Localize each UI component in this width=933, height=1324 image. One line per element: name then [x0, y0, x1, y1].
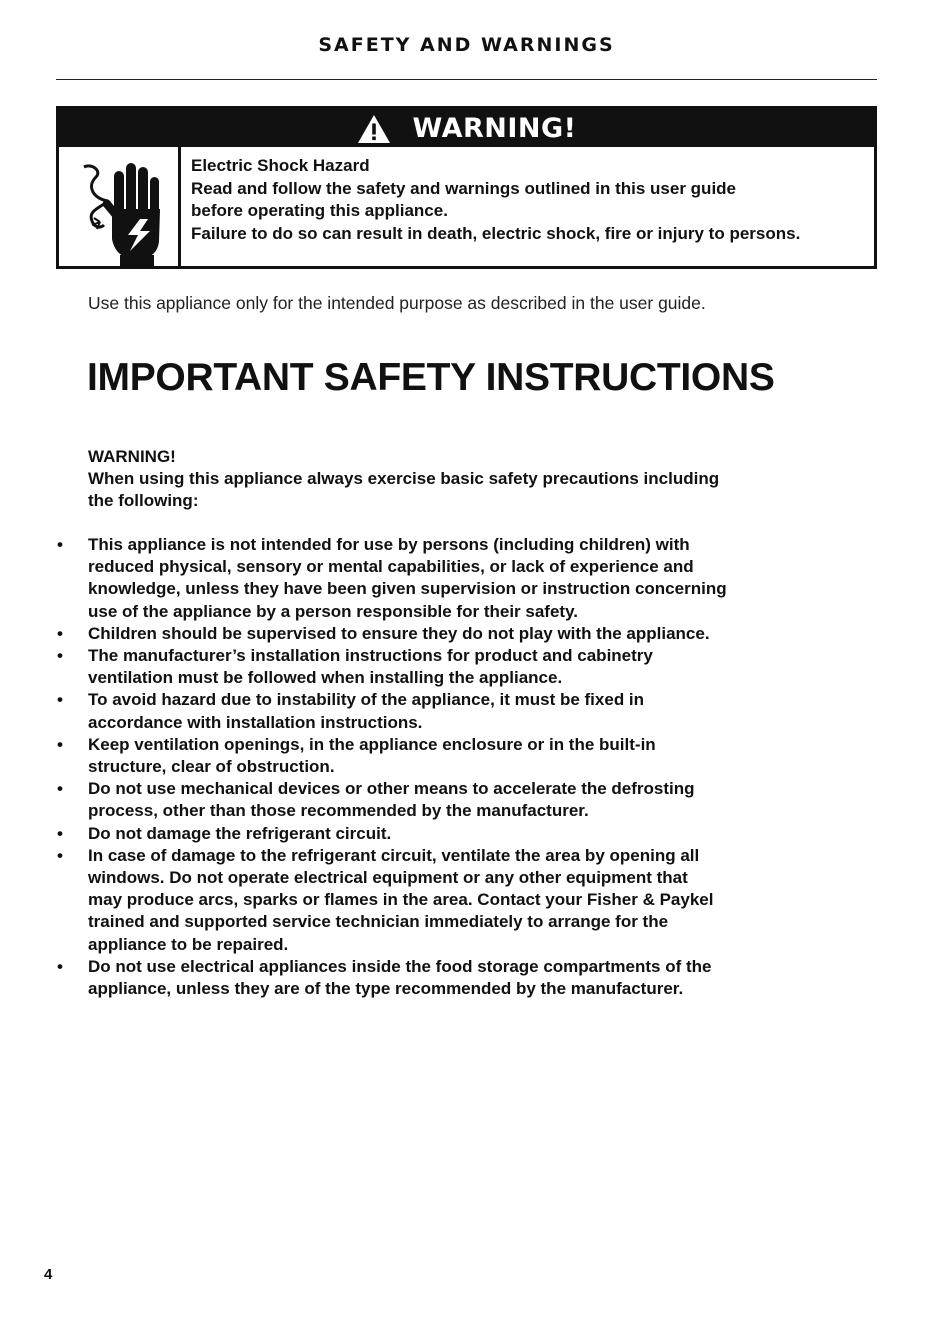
list-item [0, 534, 933, 623]
list-item-line: windows. Do not operate electrical equipment or any other equipment that [88, 868, 688, 888]
pictogram-cell [59, 147, 181, 269]
warning-line: Electric Shock Hazard [191, 156, 370, 175]
bullet-icon: • [57, 646, 63, 666]
warning-label: WARNING! [88, 447, 176, 466]
warning-line: before operating this appliance. [191, 201, 448, 220]
list-item-line: This appliance is not intended for use by persons (including children) with [88, 535, 690, 554]
warning-title: WARNING! [412, 112, 577, 144]
list-item-line: reduced physical, sensory or mental capabilities, or lack of experience and [88, 557, 694, 577]
list-item-line: appliance to be repaired. [88, 934, 289, 954]
list-item [0, 778, 933, 822]
list-item-line: use of the appliance by a person responsible for their safety. [88, 601, 578, 621]
list-item-line: ventilation must be followed when installing the appliance. [88, 668, 563, 688]
list-item-line: The manufacturer’s installation instructions for product and cabinetry [88, 646, 653, 666]
warning-line: Failure to do so can result in death, electric shock, fire or injury to persons. [191, 223, 801, 243]
list-item [0, 623, 933, 645]
list-item-line: process, other than those recommended by the manufacturer. [88, 801, 589, 821]
warning-box [56, 106, 877, 269]
warning-bar [59, 109, 874, 147]
section-header: SAFETY AND WARNINGS [318, 34, 615, 56]
list-item-line: Children should be supervised to ensure they do not play with the appliance. [88, 623, 710, 643]
list-item-line: In case of damage to the refrigerant circuit, ventilate the area by opening all [88, 845, 700, 865]
bullet-icon: • [57, 956, 63, 976]
list-item-line: accordance with installation instructions. [88, 712, 423, 732]
electric-shock-hand-icon [70, 149, 166, 267]
bullet-icon: • [57, 734, 63, 754]
list-item-line: trained and supported service technician immediately to arrange for the [88, 912, 669, 932]
list-item-line: may produce arcs, sparks or flames in the area. Contact your Fisher & Paykel [88, 890, 714, 910]
list-item [0, 734, 933, 778]
page-title: IMPORTANT SAFETY INSTRUCTIONS [87, 356, 775, 399]
warning-subsection [88, 446, 719, 513]
list-item-line: To avoid hazard due to instability of the appliance, it must be fixed in [88, 690, 645, 710]
list-item [0, 689, 933, 733]
bullet-icon: • [57, 823, 63, 843]
bullet-icon: • [57, 535, 63, 554]
warning-line: Read and follow the safety and warnings outlined in this user guide [191, 178, 737, 198]
list-item-line: appliance, unless they are of the type recommended by the manufacturer. [88, 979, 684, 999]
bullet-icon: • [57, 779, 63, 799]
list-item-line: Do not damage the refrigerant circuit. [88, 823, 392, 843]
page-number: 4 [44, 1266, 53, 1283]
list-item [0, 823, 933, 845]
bullet-icon: • [57, 845, 63, 865]
list-item-line: knowledge, unless they have been given supervision or instruction concerning [88, 579, 727, 599]
warning-triangle-icon [357, 114, 391, 144]
intro-text: Use this appliance only for the intended purpose as described in the user guide. [88, 293, 706, 313]
list-item [0, 956, 933, 1000]
warning-message [191, 155, 871, 245]
warning-sub-line: the following: [88, 491, 199, 511]
bullet-icon: • [57, 623, 63, 643]
list-item-line: Do not use electrical appliances inside the food storage compartments of the [88, 956, 712, 976]
header-divider [56, 79, 877, 80]
safety-instructions-list [0, 534, 933, 1000]
bullet-icon: • [57, 690, 63, 710]
warning-sub-line: When using this appliance always exercise basic safety precautions including [88, 469, 720, 489]
list-item-line: Keep ventilation openings, in the appliance enclosure or in the built-in [88, 734, 656, 754]
list-item [0, 645, 933, 689]
list-item-line: structure, clear of obstruction. [88, 757, 335, 777]
list-item [0, 845, 933, 956]
list-item-line: Do not use mechanical devices or other means to accelerate the defrosting [88, 779, 695, 799]
